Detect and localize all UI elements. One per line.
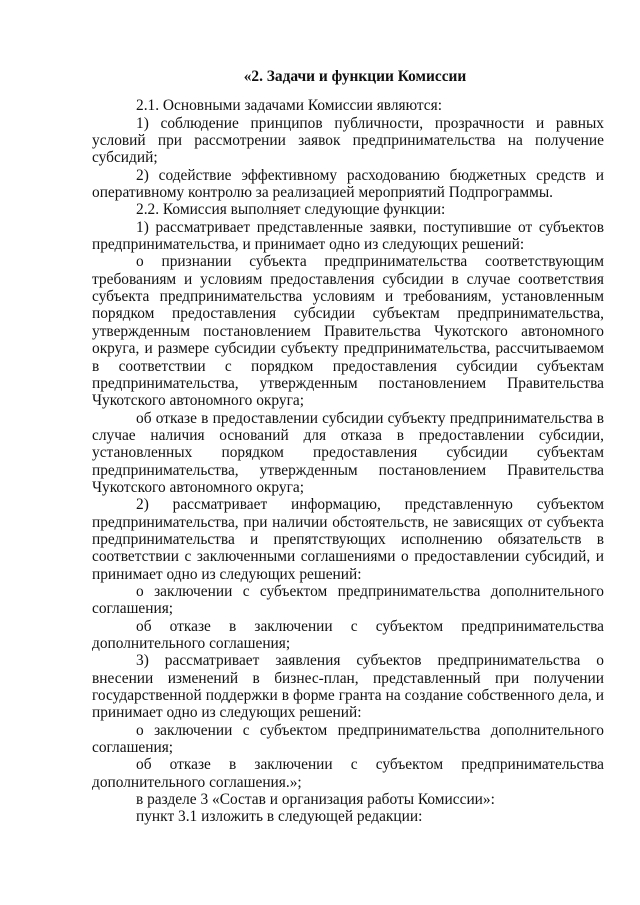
paragraph-decision-recognize: о признании субъекта предпринимательства соответствующим требованиям и условиям предоставления субсидии в случае соответствия субъекта предпринимательства условиям и требованиям, установленным порядком предоставления субсидии субъектам предпринимательства, утвержденным постановлением Правительства Чукотского автономного округа, и размере субсидии субъекту предпринимательства, рассчитываемом в соответствии с порядком предоставления субсидии субъектам предпринимательства, утвержденным постановлением Правительства Чукотского автономного округа; <box>92 253 604 410</box>
paragraph-section-3: в разделе 3 «Состав и организация работы Комиссии»: <box>136 791 495 809</box>
paragraph-decision-refuse-conclude-2: об отказе в заключении с субъектом предпринимательства дополнительного соглашения.»; <box>92 756 604 791</box>
paragraph-decision-refuse: об отказе в предоставлении субсидии субъекту предпринимательства в случае наличия оснований для отказа в предоставлении субсидии, установленных порядком предоставления субсидии субъектам предпринимательства, утвержденным постановлением Правительства Чукотского автономного округа; <box>92 409 604 496</box>
paragraph-clause-3-1: пункт 3.1 изложить в следующей редакции: <box>136 808 423 826</box>
paragraph-2-1: 2.1. Основными задачами Комиссии являются: <box>136 97 442 115</box>
paragraph-2-2: 2.2. Комиссия выполняет следующие функции: <box>136 201 446 219</box>
paragraph-task-1: 1) соблюдение принципов публичности, прозрачности и равных условий при рассмотрении заявок предпринимательства на получение субсидий; <box>92 114 604 167</box>
paragraph-decision-conclude-2: о заключении с субъектом предпринимательства дополнительного соглашения; <box>92 721 604 757</box>
paragraph-function-2: 2) рассматривает информацию, представленную субъектом предпринимательства, при наличии обстоятельств, не зависящих от субъекта предпринимательства и препятствующих исполнению обязательств в соответствии с заключенными соглашениями о предоставлении субсидий, и принимает одно из следующих решений: <box>92 496 604 583</box>
paragraph-decision-refuse-conclude-1: об отказе в заключении с субъектом предпринимательства дополнительного соглашения; <box>92 617 604 652</box>
paragraph-function-1: 1) рассматривает представленные заявки, поступившие от субъектов предпринимательства, и принимает одно из следующих решений: <box>92 218 604 254</box>
paragraph-decision-conclude-1: о заключении с субъектом предпринимательства дополнительного соглашения; <box>92 582 604 618</box>
section-heading: «2. Задачи и функции Комиссии <box>243 68 467 85</box>
paragraph-function-3: 3) рассматривает заявления субъектов предпринимательства о внесении изменений в бизнес-план, представленный при получении государственной поддержки в форме гранта на создание собственного дела, и принимает одно из следующих решений: <box>92 652 604 722</box>
paragraph-task-2: 2) содействие эффективному расходованию бюджетных средств и оперативному контролю за реализацией мероприятий Подпрограммы. <box>92 166 604 202</box>
